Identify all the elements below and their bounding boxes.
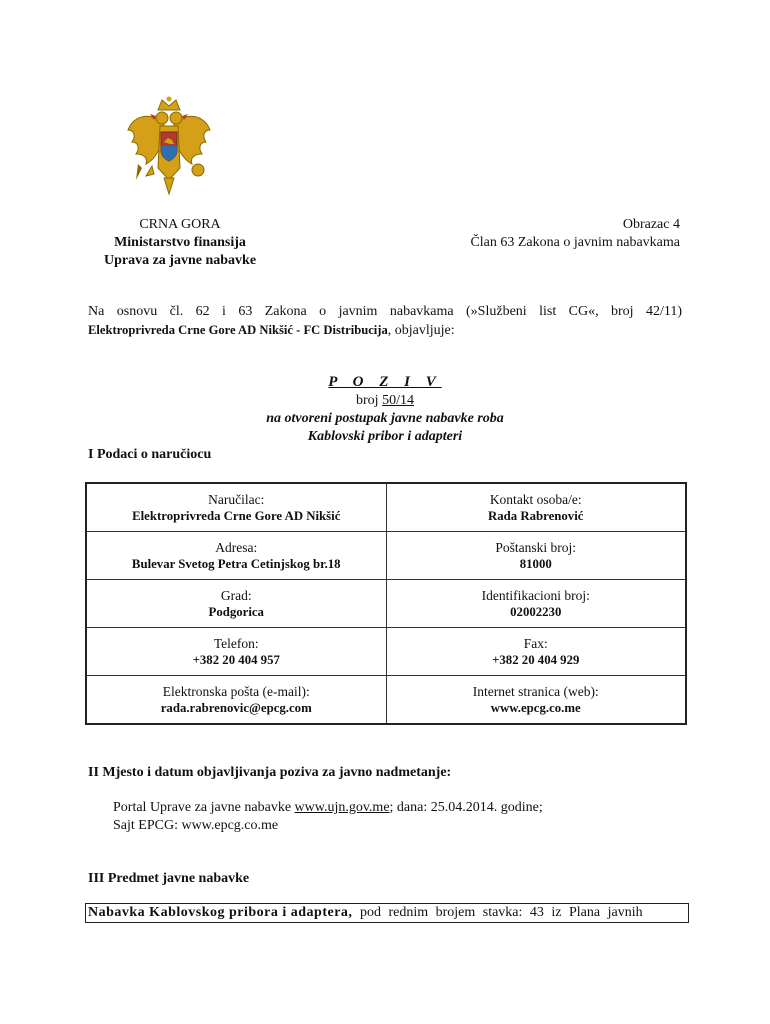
portal-prefix: Portal Uprave za javne nabavke [113, 800, 295, 815]
field-value: Elektroprivreda Crne Gore AD Nikšić [132, 508, 341, 523]
office-name: Uprava za javne nabavke [103, 253, 257, 268]
form-number: Obrazac 4 [622, 217, 680, 232]
intro-organization-line [88, 321, 682, 340]
intro-suffix: , objavljuje: [387, 323, 455, 338]
field-label: Grad: [220, 587, 252, 603]
table-cell [86, 532, 386, 580]
ministry-name: Ministarstvo finansija [114, 235, 246, 250]
publication-info [113, 799, 543, 835]
subject-bold-text: Nabavka Kablovskog pribora i adaptera, [88, 905, 353, 920]
subject-rest-text: pod rednim brojem stavka: 43 iz Plana javnih [352, 905, 643, 920]
field-label: Identifikacioni broj: [481, 587, 590, 603]
portal-suffix: ; dana: 25.04.2014. godine; [389, 800, 543, 815]
field-value: Podgorica [208, 604, 264, 619]
organization-name: Elektroprivreda Crne Gore AD Nikšić - FC Distribucija [88, 323, 388, 337]
portal-link[interactable]: www.ujn.gov.me [294, 800, 390, 815]
table-cell [86, 580, 386, 628]
table-cell [386, 483, 686, 532]
field-value: www.epcg.co.me [490, 700, 581, 715]
table-cell [86, 676, 386, 725]
coat-of-arms-image [124, 96, 214, 200]
table-row [86, 676, 686, 725]
table-cell [86, 628, 386, 676]
field-value: +382 20 404 957 [192, 652, 280, 667]
table-row [86, 580, 686, 628]
field-label: Internet stranica (web): [472, 683, 599, 699]
intro-line: Na osnovu čl. 62 i 63 Zakona o javnim nabavkama (»Službeni list CG«, broj 42/11) [88, 304, 682, 319]
section-3-heading: III Predmet javne nabavke [88, 871, 250, 886]
field-label: Kontakt osoba/e: [489, 491, 582, 507]
law-article: Član 63 Zakona o javnim nabavkama [470, 235, 680, 250]
field-value: Rada Rabrenović [488, 508, 584, 523]
field-label: Telefon: [213, 635, 259, 651]
field-value: +382 20 404 929 [492, 652, 580, 667]
field-label: Fax: [523, 635, 548, 651]
table-cell [386, 676, 686, 725]
field-value: rada.rabrenovic@epcg.com [160, 700, 312, 715]
procedure-type: na otvoreni postupak javne nabavke roba [266, 411, 504, 426]
country-name: CRNA GORA [139, 217, 221, 232]
table-cell [386, 628, 686, 676]
table-cell [86, 483, 386, 532]
notice-number: 50/14 [382, 393, 414, 408]
table-cell [386, 532, 686, 580]
field-label: Naručilac: [208, 491, 265, 507]
table-cell [386, 580, 686, 628]
field-value: 81000 [519, 556, 552, 571]
procurement-subject: Kablovski pribor i adapteri [307, 429, 463, 444]
field-label: Poštanski broj: [495, 539, 577, 555]
table-row [86, 628, 686, 676]
table-row [86, 532, 686, 580]
section-2-heading: II Mjesto i datum objavljivanja poziva za javno nadmetanje: [88, 765, 452, 780]
field-value: Bulevar Svetog Petra Cetinjskog br.18 [131, 556, 341, 571]
site-info: Sajt EPCG: www.epcg.co.me [113, 818, 279, 833]
contracting-authority-table [85, 482, 687, 725]
form-header [430, 216, 680, 252]
notice-title: P O Z I V [328, 374, 442, 390]
field-label: Elektronska pošta (e-mail): [162, 683, 310, 699]
issuer-header [88, 216, 272, 270]
notice-number-prefix: broj [356, 393, 383, 408]
field-value: 02002230 [510, 604, 562, 619]
notice-title-block [88, 373, 682, 446]
field-label: Adresa: [215, 539, 258, 555]
procurement-subject-box [85, 903, 689, 923]
table-row [86, 483, 686, 532]
section-1-heading: I Podaci o naručiocu [88, 447, 212, 462]
